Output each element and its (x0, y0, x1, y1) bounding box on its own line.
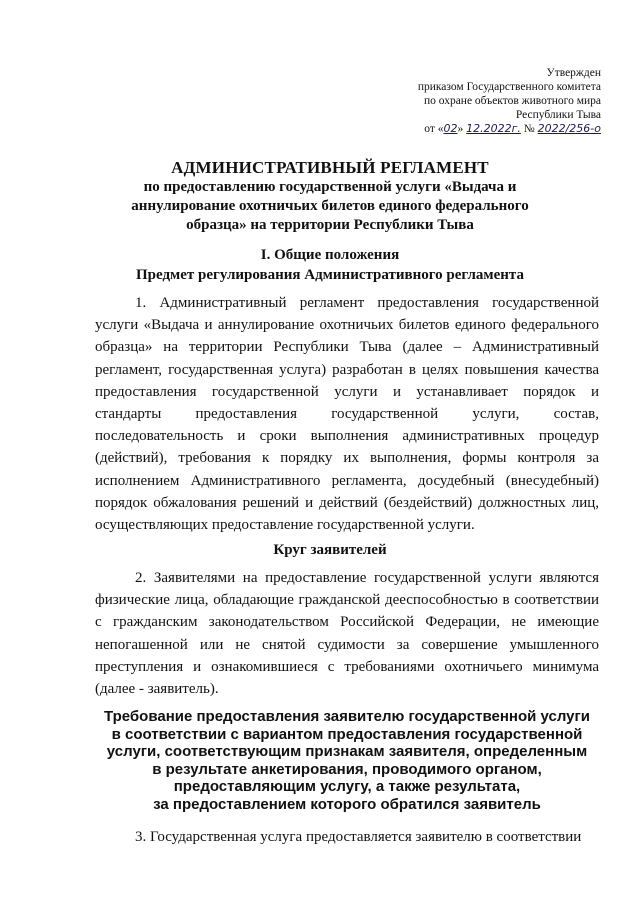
order-number-handwritten: 2022/256-о (537, 122, 601, 135)
number-prefix: № (520, 123, 538, 135)
date-prefix: от « (424, 123, 444, 135)
paragraph-1-text: 1. Административный регламент предоставления государственной услуги «Выдача и аннулирование охотничьих билетов единого федерального образца» на территории Республики Тыва (далее – Административный регламент, государственная услуга) разработан в целях повышения качества предоставления государственной услуги и устанавливает порядок и стандарты предоставления государственной услуги, состав, последовательность и сроки выполнения административных процедур (действий), требования к порядку их выполнения, формы контроля за исполнением Административного регламента, досудебный (внесудебный) порядок обжалования решений и действий (бездействий) должностных лиц, осуществляющих предоставление государственной услуги. (95, 295, 599, 534)
approval-date-line (341, 122, 601, 136)
paragraph-3 (95, 826, 599, 848)
requirement-heading-line: предоставляющим услугу, а также результата, (173, 778, 521, 795)
requirement-heading-line: Требование предоставления заявителю государственной услуги (104, 708, 590, 725)
requirement-heading-line: в результате анкетирования, проводимого органом, (152, 760, 542, 778)
date-day-handwritten: 02 (443, 122, 458, 135)
requirement-heading-line: услуги, соответствующим признакам заявителя, определенным (106, 743, 588, 760)
requirement-heading-line: в соответствии с вариантом предоставления государственной (111, 725, 583, 743)
approval-line: по охране объектов животного мира (423, 95, 601, 107)
approval-line: приказом Государственного комитета (417, 81, 601, 93)
section-heading-applicants: Круг заявителей (273, 542, 387, 558)
requirement-heading-line: за предоставлением которого обратился заявитель (153, 795, 541, 813)
approval-line: Республики Тыва (515, 109, 601, 121)
section-heading-general: I. Общие положения (260, 247, 400, 263)
subsection-heading-subject: Предмет регулирования Административного регламента (136, 267, 524, 283)
document-title (60, 158, 600, 235)
paragraph-2-text: 2. Заявителями на предоставление государственной услуги являются физические лица, обладающие гражданской дееспособностью в соответствии с гражданским законодательством Российской Федерации, не имеющие непогашенной или не снятой судимости за совершение умышленного преступления и ознакомившиеся с требованиями охотничьего минимума (далее - заявитель). (95, 570, 599, 698)
paragraph-1 (95, 292, 599, 536)
date-mid: » (457, 123, 467, 135)
section-heading-requirement (95, 708, 599, 813)
paragraph-3-text: 3. Государственная услуга предоставляется заявителю в соответствии (135, 829, 582, 845)
approval-line: Утвержден (546, 67, 601, 79)
title-subtitle: по предоставлению государственной услуги «Выдача и аннулирование охотничьих билетов единого федерального образца» на территории Республики Тыва (131, 179, 529, 233)
paragraph-2 (95, 567, 599, 700)
title-main: АДМИНИСТРАТИВНЫЙ РЕГЛАМЕНТ (171, 158, 489, 177)
approval-stamp-block (341, 66, 601, 136)
date-month-year-handwritten: 12.2022г. (466, 122, 521, 135)
